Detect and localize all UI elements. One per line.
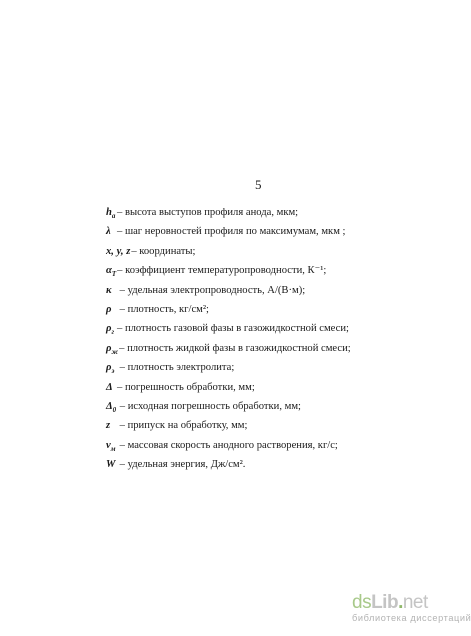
notation-row (106, 397, 351, 416)
notation-symbol-base: ρ (106, 323, 112, 335)
notation-list (106, 203, 351, 474)
notation-symbol-subscript: ж (111, 347, 119, 356)
notation-description: – шаг неровностей профиля по максимумам, мкм ; (117, 226, 346, 238)
notation-symbol (106, 455, 116, 474)
notation-symbol (106, 242, 130, 261)
watermark-brand (352, 592, 446, 614)
notation-symbol (106, 416, 116, 435)
notation-symbol-base: v (106, 439, 111, 451)
notation-row (106, 378, 351, 397)
notation-row (106, 436, 351, 455)
notation-description: – высота выступов профиля анода, мкм; (117, 207, 299, 218)
notation-description: – координаты; (131, 245, 196, 257)
notation-description: – плотность электролита; (117, 362, 235, 374)
notation-symbol (106, 281, 116, 300)
notation-symbol-base: Δ (106, 400, 113, 412)
notation-description: – удельная электропроводность, А/(В·м); (117, 284, 306, 296)
notation-symbol-base: κ (106, 284, 112, 296)
watermark-brand-ds: ds (352, 592, 372, 613)
notation-row (106, 455, 351, 474)
notation-description: – плотность газовой фазы в газожидкостной смеси; (117, 323, 349, 335)
watermark-brand-lib: Lib (371, 592, 399, 613)
notation-row (106, 203, 351, 222)
notation-symbol (106, 378, 116, 397)
notation-symbol-base: ρ (106, 362, 112, 374)
notation-symbol-base: W (106, 459, 116, 471)
notation-symbol-base: λ (106, 226, 111, 238)
notation-description: – удельная энергия, Дж/см². (117, 459, 246, 471)
watermark-brand-dot: . (398, 592, 403, 613)
page-number: 5 (255, 177, 262, 192)
notation-row (106, 416, 351, 435)
notation-symbol-subscript: a (111, 212, 116, 221)
notation-description: – припуск на обработку, мм; (117, 420, 248, 432)
notation-symbol-base: α (106, 265, 112, 277)
notation-row (106, 319, 351, 338)
notation-row (106, 339, 351, 358)
notation-symbol-subscript: м (110, 444, 116, 453)
watermark-tagline: библиотека диссертаций (352, 613, 471, 623)
notation-description: – исходная погрешность обработки, мм; (117, 400, 301, 412)
notation-symbol-base: Δ (106, 381, 113, 393)
notation-row (106, 358, 351, 377)
notation-symbol (106, 222, 116, 241)
notation-row (106, 242, 351, 261)
notation-description: – массовая скорость анодного растворения, кг/с; (117, 439, 338, 451)
notation-description: – коэффициент температуропроводности, К⁻¹; (117, 265, 327, 277)
watermark-brand-net: net (402, 592, 428, 613)
notation-symbol-subscript: э (111, 367, 115, 376)
notation-symbol-base: ρ (106, 342, 112, 354)
notation-row (106, 261, 351, 280)
notation-description: – погрешность обработки, мм; (117, 381, 255, 393)
notation-symbol (106, 300, 116, 319)
notation-row (106, 281, 351, 300)
notation-row (106, 222, 351, 241)
notation-symbol-base: x, y, z (106, 245, 131, 257)
notation-symbol-base: ρ (106, 303, 112, 315)
notation-symbol-subscript: г (111, 328, 115, 337)
notation-symbol-subscript: 0 (112, 406, 117, 415)
notation-description: – плотность, кг/см²; (117, 303, 209, 315)
notation-symbol-base: h (106, 207, 112, 218)
notation-description: – плотность жидкой фазы в газожидкостной смеси; (119, 342, 351, 354)
notation-row (106, 300, 351, 319)
notation-symbol-subscript: T (111, 270, 117, 279)
dslib-watermark (352, 592, 471, 623)
notation-symbol-base: z (106, 420, 111, 432)
